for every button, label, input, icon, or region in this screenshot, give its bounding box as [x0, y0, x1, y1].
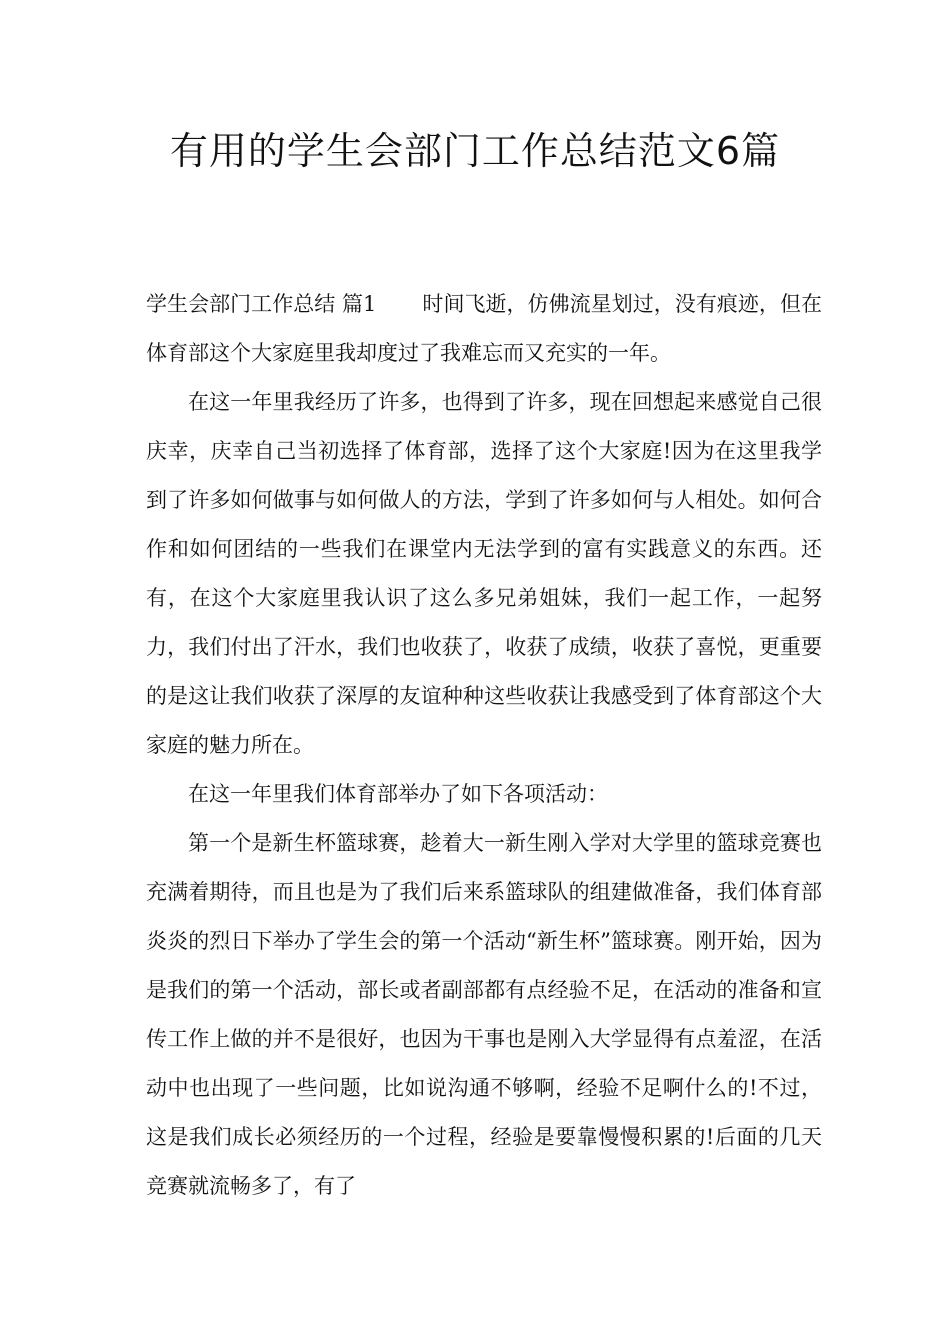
intro-paragraph [146, 280, 822, 378]
document-title: 有用的学生会部门工作总结范文6篇 [169, 129, 781, 173]
document-body [146, 280, 822, 1211]
paragraph-1-text: 时间飞逝，仿佛流星划过，没有痕迹，但在体育部这个大家庭里我却度过了我难忘而又充实的一年。 [146, 292, 822, 365]
paragraph-2: 在这一年里我经历了许多，也得到了许多，现在回想起来感觉自己很庆幸，庆幸自己当初选择了体育部，选择了这个大家庭!因为在这里我学到了许多如何做事与如何做人的方法，学到了许多如何与人相处。如何合作和如何团结的一些我们在课堂内无法学到的富有实践意义的东西。还有，在这个大家庭里我认识了这么多兄弟姐妹，我们一起工作，一起努力，我们付出了汗水，我们也收获了，收获了成绩，收获了喜悦，更重要的是这让我们收获了深厚的友谊种种这些收获让我感受到了体育部这个大家庭的魅力所在。 [146, 390, 822, 757]
paragraph-4: 第一个是新生杯篮球赛，趁着大一新生刚入学对大学里的篮球竞赛也充满着期待，而且也是为了我们后来系篮球队的组建做准备，我们体育部炎炎的烈日下举办了学生会的第一个活动“新生杯”篮球赛。刚开始，因为是我们的第一个活动，部长或者副部都有点经验不足，在活动的准备和宣传工作上做的并不是很好，也因为干事也是刚入大学显得有点羞涩，在活动中也出现了一些问题，比如说沟通不够啊，经验不足啊什么的!不过，这是我们成长必须经历的一个过程，经验是要靠慢慢积累的!后面的几天竞赛就流畅多了，有了 [146, 831, 822, 1198]
section-label: 学生会部门工作总结 篇1 [146, 292, 377, 316]
paragraph-3: 在这一年里我们体育部举办了如下各项活动： [188, 782, 608, 806]
